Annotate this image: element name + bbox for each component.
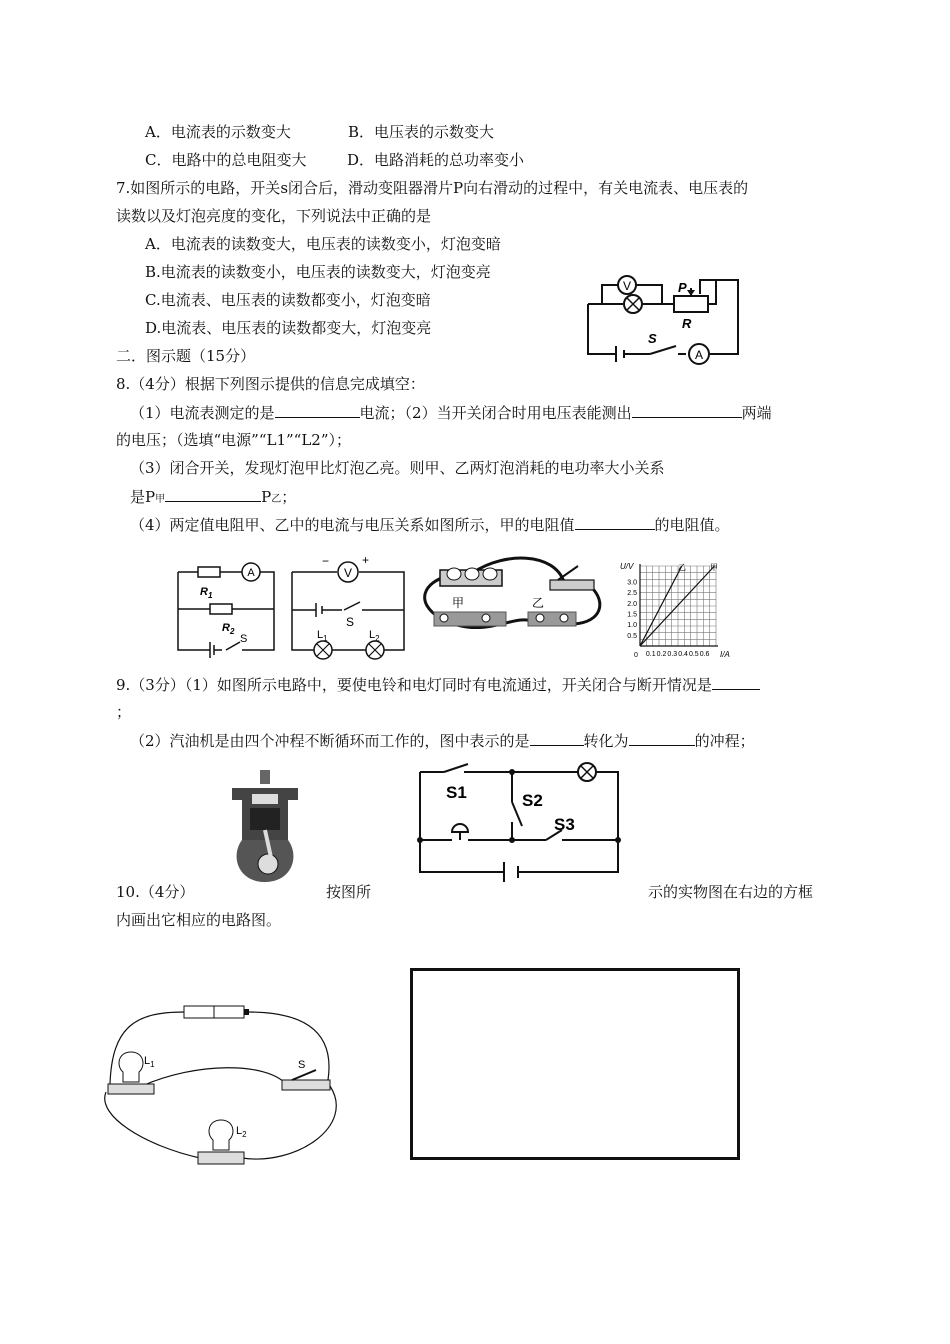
q10-physical-circuit — [96, 996, 358, 1172]
y-tick-label: 1.5 — [627, 611, 637, 619]
y-tick-label: 2.5 — [627, 590, 637, 598]
x-tick-label: 0.6 — [699, 651, 710, 658]
voltmeter-label: V — [622, 279, 632, 293]
bulb-icon — [440, 614, 448, 622]
q8-stem: 8.（4分）根据下列图示提供的信息完成填空： — [116, 375, 425, 393]
origin-label: 0 — [634, 652, 638, 659]
q8-figure2-circuit — [286, 556, 410, 664]
l2-label: $L_2$ — [236, 1125, 247, 1139]
q8-part1-line: （1）电流表测定的是 电流；（2）当开关闭合时用电压表能测出 两端 — [130, 404, 772, 422]
voltmeter-label: V — [343, 566, 353, 580]
y-tick-label: 0.5 — [627, 632, 637, 640]
blank-3[interactable] — [165, 486, 261, 502]
x-tick-label: 0.1 — [645, 651, 656, 658]
ammeter-label: A — [694, 348, 704, 362]
l1-label: $L_1$ — [144, 1055, 155, 1069]
q8-figure1-circuit — [174, 560, 278, 664]
q10-stem-d: 内画出它相应的电路图。 — [116, 911, 282, 929]
plus-sign: + — [362, 556, 370, 567]
blank-2[interactable] — [632, 402, 742, 418]
switch-label: S — [648, 331, 657, 346]
blank-1[interactable] — [275, 402, 360, 418]
bulb-icon — [482, 614, 490, 622]
q10-stem-b: 按图所 — [326, 883, 372, 901]
series-jia-label: 甲 — [710, 563, 718, 572]
battery-icon — [184, 1006, 249, 1018]
y-tick-label: 3.0 — [627, 579, 637, 587]
x-tick-label: 0.2 — [656, 651, 667, 658]
y-tick-label: 1.0 — [627, 622, 637, 630]
switch-label: S — [240, 633, 248, 645]
switch-s3-label: S3 — [554, 815, 575, 834]
series-yi-label: 乙 — [678, 563, 686, 572]
blank-7[interactable] — [629, 730, 695, 746]
l2-label: $L_2$ — [369, 629, 380, 643]
q8-figure4-uv-graph — [614, 556, 732, 668]
answer-drawing-box[interactable] — [410, 968, 740, 1160]
lamp-yi-label: 乙 — [532, 596, 545, 610]
blank-6[interactable] — [530, 730, 584, 746]
q8-part4-line: （4）两定值电阻甲、乙中的电流与电压关系如图所示，甲的电阻值 的电阻值。 — [130, 516, 730, 534]
q6-option-b: B．电压表的示数变大 — [348, 123, 495, 141]
switch-icon — [282, 1070, 330, 1090]
y-axis-label: U/V — [620, 562, 634, 571]
q10-stem-a: 10.（4分） — [116, 883, 195, 901]
q7-option-b: B.电流表的读数变小，电压表的读数变大，灯泡变亮 — [145, 263, 491, 281]
q6-option-d: D．电路消耗的总功率变小 — [347, 151, 525, 169]
ammeter-label: A — [247, 567, 255, 579]
section-title: 二．图示题（15分） — [116, 347, 256, 365]
q9-circuit-diagram — [406, 760, 628, 886]
q7-option-c: C.电流表、电压表的读数都变小，灯泡变暗 — [145, 291, 431, 309]
q9-stem-line1-end: ； — [116, 703, 132, 721]
q8-part1-line2: 的电压；（选填“电源”“L1”“L2”）； — [116, 431, 352, 449]
y-tick-label: 2.0 — [627, 600, 637, 608]
switch-label: S — [346, 615, 355, 629]
q8-part3-line1: （3）闭合开关，发现灯泡甲比灯泡乙亮。则甲、乙两灯泡消耗的电功率大小关系 — [130, 459, 665, 477]
q6-option-a: A．电流表的示数变大 — [145, 123, 291, 141]
r1-label: $R_1$ — [200, 586, 213, 600]
q8-part3-line2: 是P甲 P乙； — [130, 488, 297, 506]
switch-s1-label: S1 — [446, 783, 467, 802]
q9-stem-line2: （2）汽油机是由四个冲程不断循环而工作的，图中表示的是 转化为 的冲程； — [130, 732, 755, 750]
q7-circuit-diagram — [578, 262, 748, 366]
x-tick-label: 0.3 — [667, 651, 678, 658]
q8-figure3-photo — [414, 552, 606, 652]
blank-4[interactable] — [575, 514, 655, 530]
lamp-yi-base — [528, 612, 576, 626]
bulb-icon — [536, 614, 544, 622]
battery-holder-icon — [440, 568, 502, 586]
lamp-jia-label: 甲 — [452, 596, 465, 610]
q7-stem-line1: 7.如图所示的电路，开关s闭合后，滑动变阻器滑片P向右滑动的过程中，有关电流表、电压表的 — [116, 179, 749, 197]
q10-stem-c: 示的实物图在右边的方框 — [648, 883, 814, 901]
q7-option-d: D.电流表、电压表的读数都变大，灯泡变亮 — [145, 319, 432, 337]
x-axis-label: I/A — [720, 650, 730, 659]
l1-label: $L_1$ — [317, 629, 328, 643]
x-tick-label: 0.4 — [678, 651, 688, 658]
slider-label: P — [678, 280, 687, 295]
minus-sign: − — [322, 556, 330, 568]
bulb-icon — [560, 614, 568, 622]
q6-option-c: C．电路中的总电阻变大 — [145, 151, 307, 169]
blank-5[interactable] — [712, 674, 760, 690]
x-tick-label: 0.5 — [688, 651, 699, 658]
rheostat-label: R — [682, 316, 692, 331]
engine-cross-section-icon — [228, 770, 302, 888]
q7-option-a: A．电流表的读数变大，电压表的读数变小，灯泡变暗 — [145, 235, 501, 253]
q9-stem-line1: 9.（3分）（1）如图所示电路中，要使电铃和电灯同时有电流通过，开关闭合与断开情况是 — [116, 674, 760, 695]
r2-label: $R_2$ — [222, 622, 235, 636]
switch-label: S — [298, 1059, 306, 1071]
switch-s2-label: S2 — [522, 791, 543, 810]
q7-stem-line2: 读数以及灯泡亮度的变化，下列说法中正确的是 — [116, 207, 432, 225]
